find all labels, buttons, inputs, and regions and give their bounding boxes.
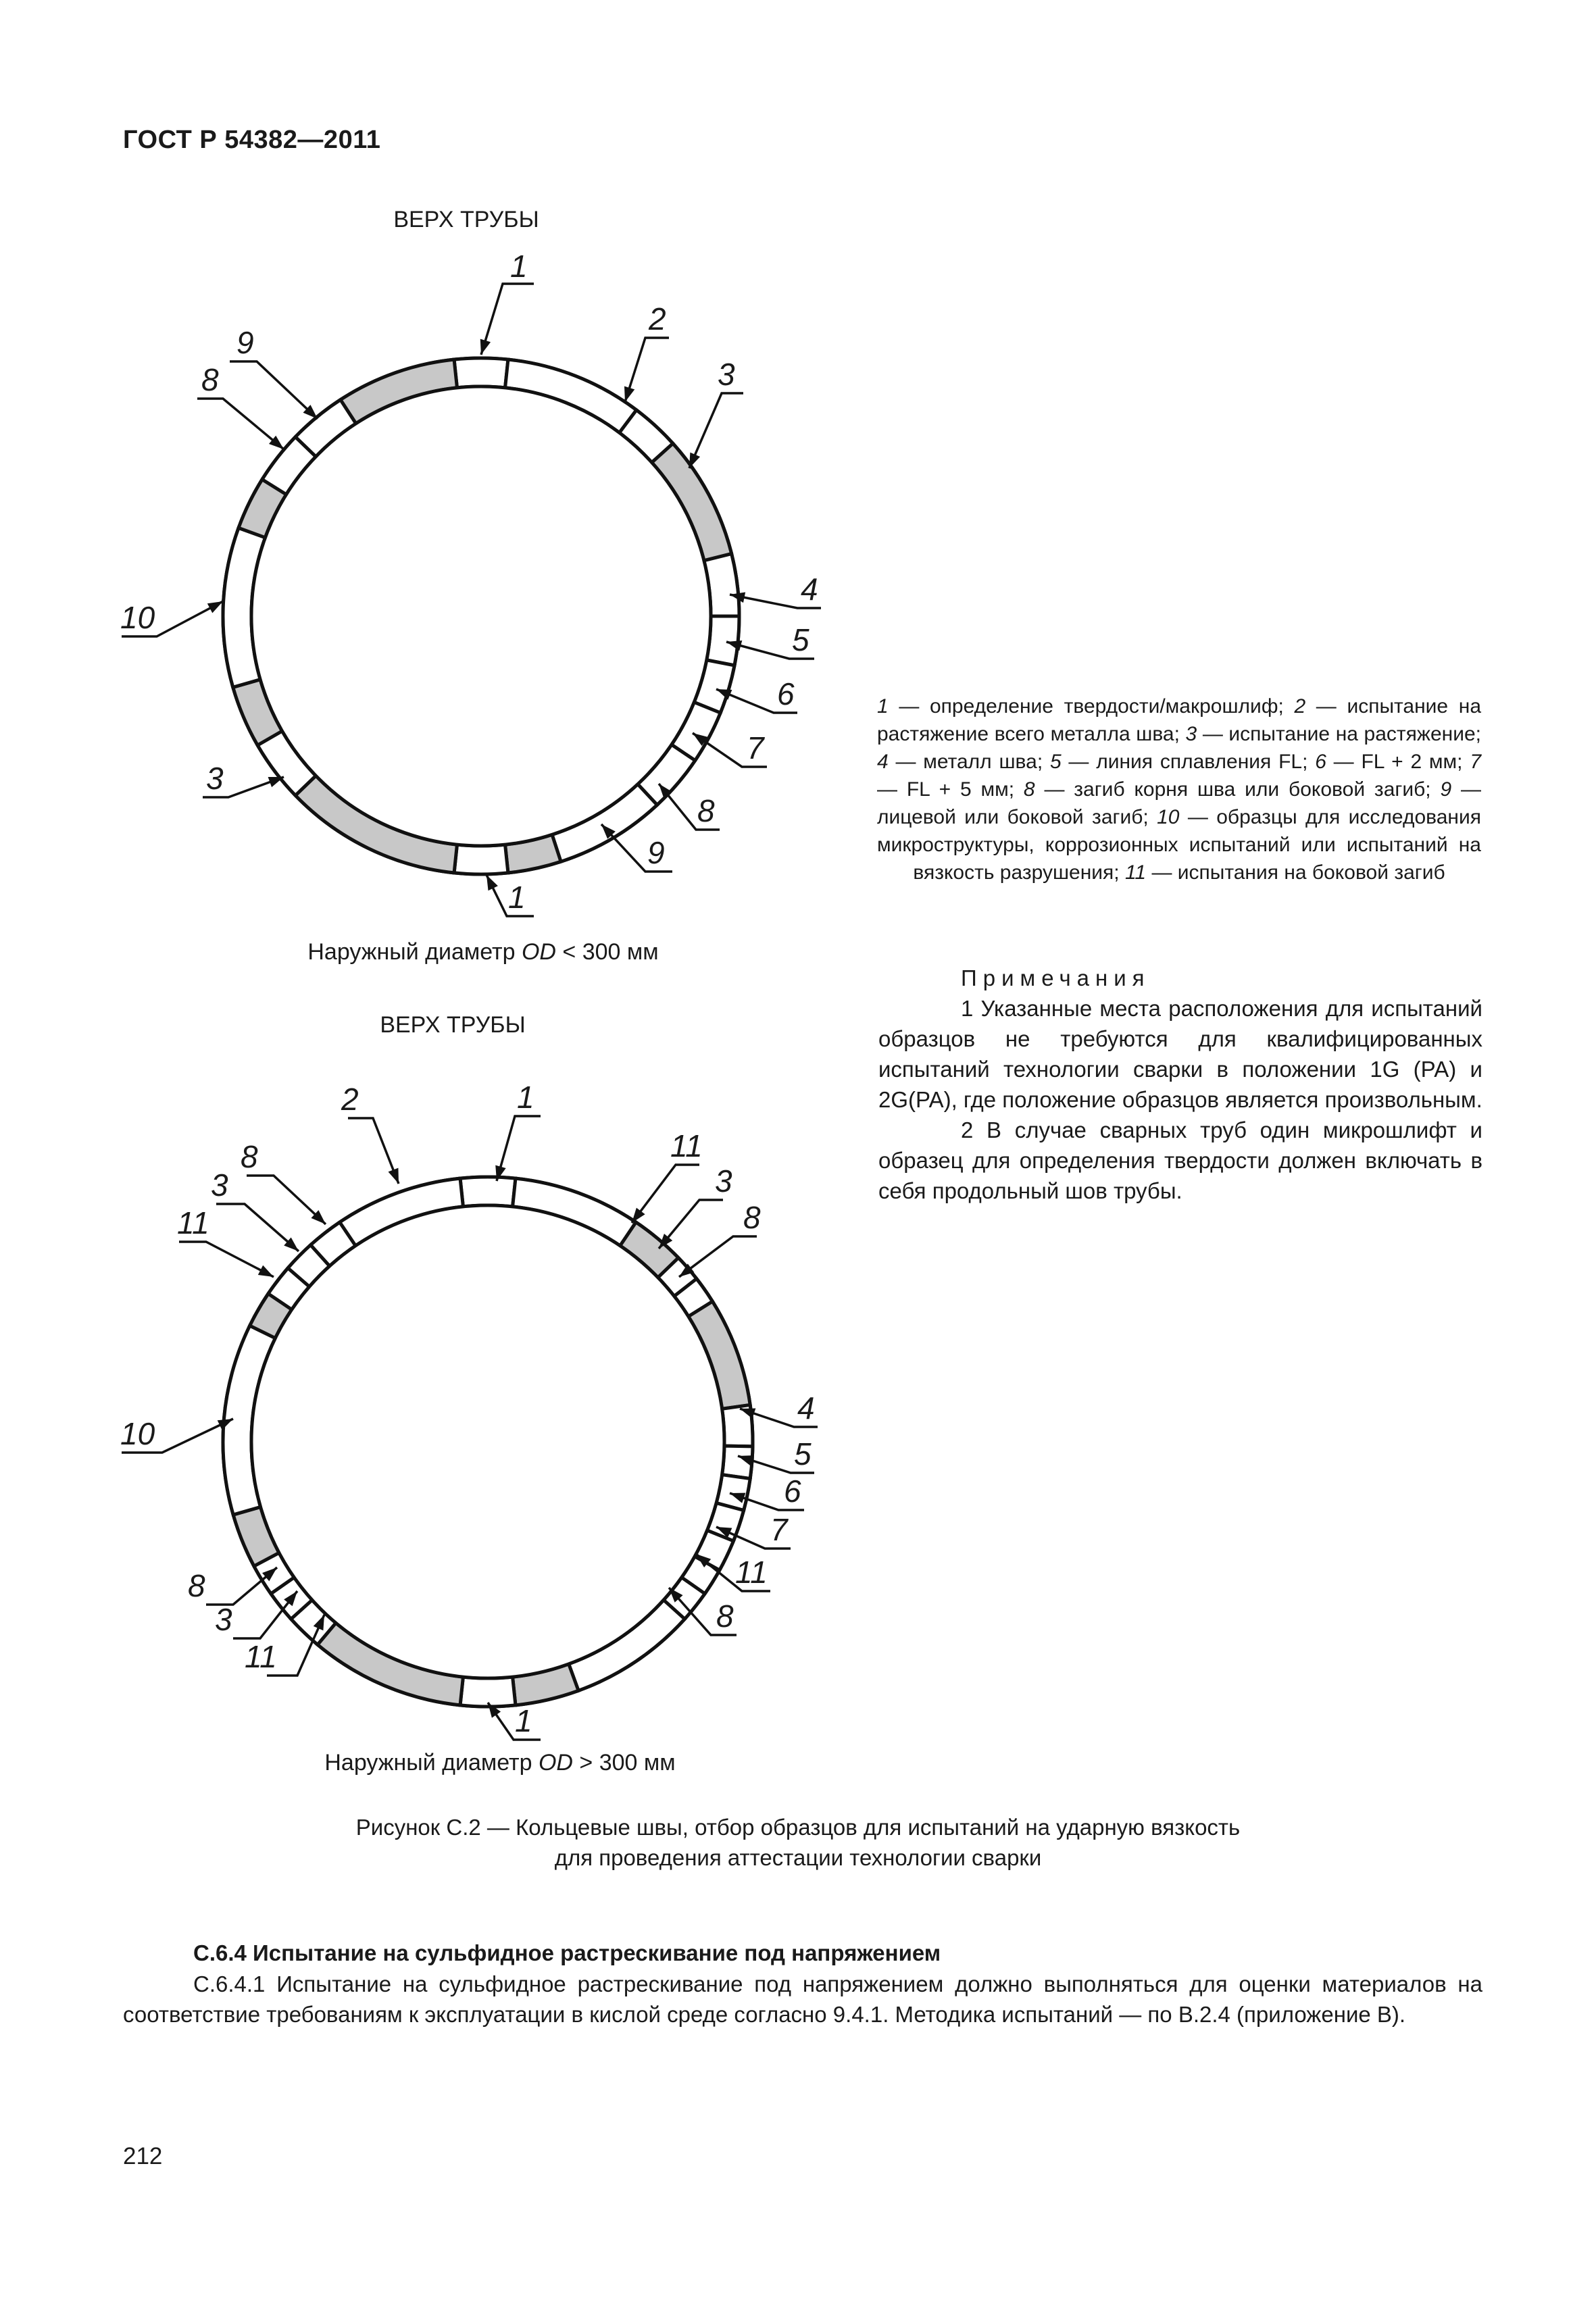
section-paragraph: С.6.4.1 Испытание на сульфидное растрескивание под напряжением должно выполняться для оценки материалов на соответствие требованиям к эксплуатации в кислой среде согласно 9.4.1. Методика испытаний — по В.2.4 (приложение В). — [123, 1971, 1482, 2027]
ring2-callout-6-label: 6 — [784, 1474, 801, 1509]
ring1-callout-1b-label: 1 — [508, 880, 526, 915]
ring2-callout-10-label: 10 — [120, 1416, 155, 1451]
figure2-caption: Наружный диаметр OD > 300 мм — [324, 1750, 676, 1776]
figure-caption-line-2: для проведения аттестации технологии сварки — [554, 1845, 1042, 1870]
ring2-callout-11d-arrow — [258, 1265, 274, 1277]
legend-item-2-number: 2 — [1294, 695, 1306, 718]
ring2-callout-3c-label: 3 — [211, 1167, 228, 1203]
note-1: 1 Указанные места расположения для испытаний образцов не требуются для квалифицированных испытаний технологии сварки в положении 1G (PA) и 2G(PA), где положение образцов является произвольным. — [878, 996, 1482, 1112]
ring2-callout-2-label: 2 — [341, 1082, 359, 1117]
ring1-callout-3a-arrow — [689, 453, 700, 468]
ring2-callout-2-arrow — [389, 1168, 399, 1184]
legend-item-7-text: — FL + 5 мм; — [877, 778, 1024, 801]
legend-item-5-text: — линия сплавления FL; — [1061, 751, 1316, 773]
ring1-callout-1a-arrow — [480, 339, 491, 355]
ring2-callout-4-label: 4 — [797, 1390, 815, 1426]
ring2-callout-8a-label: 8 — [743, 1200, 761, 1235]
figure-caption — [135, 1812, 1461, 1873]
ring1-inner — [251, 386, 711, 846]
legend-item-1-text: — определение твердости/макрошлиф; — [888, 695, 1295, 718]
legend-item-4-text: — металл шва; — [888, 751, 1050, 773]
ring1-callout-9b-leader — [230, 361, 318, 419]
ring1-callout-10-label: 10 — [120, 600, 155, 635]
legend-item-10-text: — образцы для исследования микроструктуры, коррозионных испытаний или испытаний на вязкость разрушения; — [877, 806, 1481, 884]
ring1-callout-3b-label: 3 — [206, 761, 224, 796]
legend-item-6-text: — FL + 2 мм; — [1326, 751, 1470, 773]
legend-item-1-number: 1 — [877, 695, 889, 718]
legend-item-3-text: — испытание на растяжение; — [1197, 723, 1481, 745]
figure2-top-label: ВЕРХ ТРУБЫ — [380, 1012, 526, 1038]
ring2-callout-8c-label: 8 — [188, 1568, 205, 1603]
ring1-callout-3a-label: 3 — [718, 357, 735, 392]
legend-item-8-text: — загиб корня шва или боковой загиб; — [1034, 778, 1441, 801]
legend-item-9-number: 9 — [1440, 778, 1452, 801]
legend-item-11-number: 11 — [1124, 861, 1147, 884]
note-2: 2 В случае сварных труб один микрошлифт и образец для определения твердости должен включать в себя продольный шов трубы. — [878, 1117, 1482, 1203]
ring2-segment-16 — [460, 1677, 516, 1707]
ring-diagram-large-od — [120, 1080, 818, 1740]
ring1-callout-2-arrow — [624, 386, 634, 402]
ring2-callout-5-label: 5 — [794, 1436, 812, 1472]
ring1-callout-1a-label: 1 — [510, 249, 528, 284]
ring2-callout-3a-label: 3 — [715, 1163, 732, 1199]
ring2-callout-3b-label: 3 — [215, 1602, 232, 1637]
ring2-callout-7-label: 7 — [770, 1512, 788, 1547]
document-header: ГОСТ Р 54382—2011 — [123, 126, 381, 154]
ring1-callout-9b-label: 9 — [236, 325, 254, 360]
ring1-segment-12 — [454, 845, 508, 874]
ring1-callout-2-label: 2 — [649, 301, 666, 336]
figure1-top-label: ВЕРХ ТРУБЫ — [393, 207, 539, 232]
ring1-callout-8b-label: 8 — [201, 362, 219, 397]
figure1-caption: Наружный диаметр OD < 300 мм — [307, 939, 659, 965]
ring1-callout-8a-label: 8 — [697, 793, 715, 828]
ring1-segment-1 — [454, 358, 508, 388]
page-number: 212 — [123, 2143, 163, 2169]
legend-item-6-number: 6 — [1315, 751, 1326, 773]
ring2-callout-11c-label: 11 — [245, 1639, 277, 1674]
notes-block — [878, 963, 1482, 1206]
ring2-callout-8b-label: 8 — [716, 1599, 734, 1634]
ring1-callout-1b-arrow — [487, 875, 498, 890]
legend-item-5-number: 5 — [1049, 751, 1062, 773]
notes-title: Примечания — [961, 965, 1151, 990]
ring2-callout-1b-label: 1 — [515, 1703, 532, 1738]
ring2-callout-8d-label: 8 — [241, 1139, 258, 1174]
ring2-callout-11d-leader — [179, 1242, 274, 1277]
ring1-callout-5-label: 5 — [792, 622, 809, 657]
ring1-callout-7-label: 7 — [747, 730, 764, 765]
legend-item-8-number: 8 — [1023, 778, 1035, 801]
ring1-callout-4-label: 4 — [801, 572, 818, 607]
legend-item-9-text: — лицевой или боковой загиб; — [877, 778, 1481, 828]
ring2-callout-11b-label: 11 — [735, 1555, 768, 1590]
legend-item-10-number: 10 — [1157, 806, 1180, 828]
ring1-callout-10-arrow — [207, 601, 223, 613]
figure-caption-line-1: Рисунок С.2 — Кольцевые швы, отбор образцов для испытаний на ударную вязкость — [355, 1815, 1241, 1840]
legend-item-11-text: — испытания на боковой загиб — [1146, 861, 1445, 884]
ring2-callout-11a-label: 11 — [670, 1128, 703, 1163]
ring1-callout-9a-label: 9 — [647, 835, 665, 870]
ring1-callout-6-label: 6 — [777, 676, 795, 711]
ring2-callout-11a-arrow — [632, 1208, 645, 1223]
legend-item-4-number: 4 — [877, 751, 889, 773]
ring2-segment-1 — [460, 1177, 516, 1207]
legend-item-7-number: 7 — [1470, 751, 1481, 773]
ring-diagram-small-od — [120, 249, 821, 916]
legend-item-2-text: — испытание на растяжение всего металла шва; — [877, 695, 1482, 745]
ring2-callout-11d-label: 11 — [177, 1205, 209, 1240]
figure-legend — [877, 693, 1481, 886]
legend-item-3-number: 3 — [1185, 723, 1197, 745]
ring2-inner — [251, 1205, 724, 1678]
section-heading: С.6.4 Испытание на сульфидное растрескивание под напряжением — [193, 1940, 941, 1965]
ring2-callout-1a-label: 1 — [517, 1080, 534, 1115]
